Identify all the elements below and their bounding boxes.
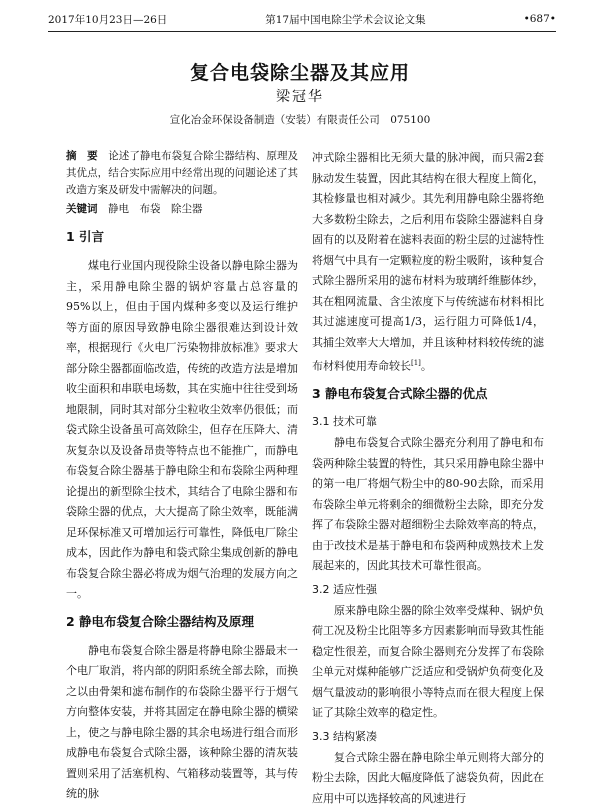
paper-author: 梁冠华	[276, 89, 324, 105]
reference-marker: [1]	[411, 359, 421, 367]
keywords	[66, 201, 298, 218]
section-3-3-paragraph: 复合式除尘器在静电除尘单元则将大部分的粉尘去除，因此大幅度降低了滤袋负荷，因此在应用中可以选择较高的风速进行	[312, 750, 544, 805]
abstract-text: 论述了静电布袋复合除尘器结构、原理及其优点，结合实际应用中经常出现的问题论述了其改造方案及研发中需解决的问题。	[66, 150, 299, 196]
section-2-paragraph-continued: 冲式除尘器相比无须大量的脉冲阀，而只需2套脉动发生装置，因此其结构在很大程度上简化，其检修量也相对减少。其先利用静电除尘器将绝大多数粉尘除去，之后利用布袋除尘器滤料自身固有的以及附着在滤料表面的粉尘层的过滤特性将烟气中具有一定颗粒度的粉尘吸附，该种复合式除尘器所采用的滤布材料为玻璃纤维膨体纱，其在粗网流量、含尘浓度下与传统滤布材料相比其过滤速度可提高1/3，运行阻力可降低1/4，其捕尘效率大大增加，并且该种材料较传统的滤布材料使用寿命较长[1]。	[312, 151, 544, 373]
keywords-text: 静电 布袋 除尘器	[108, 203, 203, 215]
section-1-paragraph: 煤电行业国内现役除尘设备以静电除尘器为主，采用静电除尘器的锅炉容量占总容量的95%以上，但由于国内煤种多变以及运行维护等方面的原因导致静电除尘器很难达到设计效率，根据现行《火电厂污染物排放标准》要求大部分除尘器都面临改造，传统的改造方法是增加收尘面积和串联电场数，其在实施中往往受到场地限制，同时其对部分尘粒收尘效率仍很低；而袋式除尘设备虽可高效除尘，但存在压降大、清灰复杂以及设备昂贵等特点也不能推广，而静电布袋复合除尘器基于静电除尘和布袋除尘两种理论提出的新型除尘技术，其结合了电除尘器和布袋除尘器的优点，大大提高了除尘效率，既能满足环保标准又可增加运行可靠性，降低电厂除尘成本，因此作为静电和袋式除尘集成创新的静电布袋复合除尘器必将成为烟气治理的发展方向之一。	[66, 259, 298, 600]
keywords-label: 关键词	[66, 203, 98, 215]
section-3-3-heading: 3.3 结构紧凑	[312, 729, 377, 743]
section-3-1-paragraph: 静电布袋复合式除尘器充分利用了静电和布袋两种除尘装置的特性，其只采用静电除尘器中的第一电厂将烟气粉尘中的80-90去除，而采用布袋除尘单元将剩余的细微粉尘去除，即充分发挥了布袋除尘器对超细粉尘去除效率高的特点，由于改技术是基于静电和布袋两种成熟技术上发展起来的，因此其技术可靠性很高。	[312, 436, 544, 573]
right-column	[312, 148, 544, 809]
paper-title: 复合电袋除尘器及其应用	[189, 62, 410, 84]
header-date: 2017年10月23日—26日	[48, 13, 168, 26]
section-2-heading: 2 静电布袋复合除尘器结构及原理	[66, 613, 255, 629]
section-1-heading: 1 引言	[66, 229, 105, 244]
running-header	[48, 10, 556, 32]
section-2-continued-text: 冲式除尘器相比无须大量的脉冲阀，而只需2套脉动发生装置，因此其结构在很大程度上简化，其检修量也相对减少。其先利用静电除尘器将绝大多数粉尘除去，之后利用布袋除尘器滤料自身固有的以及附着在滤料表面的粉尘层的过滤特性将烟气中具有一定颗粒度的粉尘吸附，该种复合式除尘器所采用的滤布材料为玻璃纤维膨体纱，其在粗网流量、含尘浓度下与传统滤布材料相比其过滤速度可提高1/3，运行阻力可降低1/4，其捕尘效率大大增加，并且该种材料较传统的滤布材料使用寿命较长	[312, 151, 544, 373]
section-3-1-heading: 3.1 技术可靠	[312, 415, 377, 429]
section-3-2-heading: 3.2 适应性强	[312, 582, 377, 596]
abstract-label: 摘 要	[66, 150, 98, 162]
paper-affiliation: 宣化冶金环保设备制造（安装）有限责任公司 075100	[169, 114, 431, 126]
header-conference: 第17届中国电除尘学术会议论文集	[265, 13, 426, 26]
left-column	[66, 148, 298, 805]
abstract	[66, 148, 298, 199]
section-2-paragraph: 静电布袋复合除尘器是将静电除尘器最末一个电厂取消，将内部的阴阳系统全部去除，而换之以由骨架和滤布制作的布袋除尘器平行于烟气方向整体安装，并将其固定在静电除尘器的横梁上，使之与静电除尘器的其余电场进行组合而形成静电布袋复合式除尘器，该种除尘器的清灰装置则采用了活塞机构、气箱移动装置等，其与传统的脉	[66, 643, 298, 800]
section-3-2-paragraph: 原来静电除尘器的除尘效率受煤种、锅炉负荷工况及粉尘比阻等多方因素影响而导致其性能稳定性很差，而复合除尘器则充分发挥了布袋除尘单元对煤种能够广泛适应和受锅炉负荷变化及烟气量波动的影响很小等特点而在很大程度上保证了其除尘效率的稳定性。	[312, 603, 544, 720]
section-3-heading: 3 静电布袋复合式除尘器的优点	[312, 386, 488, 402]
header-page-number: •687•	[523, 13, 556, 25]
